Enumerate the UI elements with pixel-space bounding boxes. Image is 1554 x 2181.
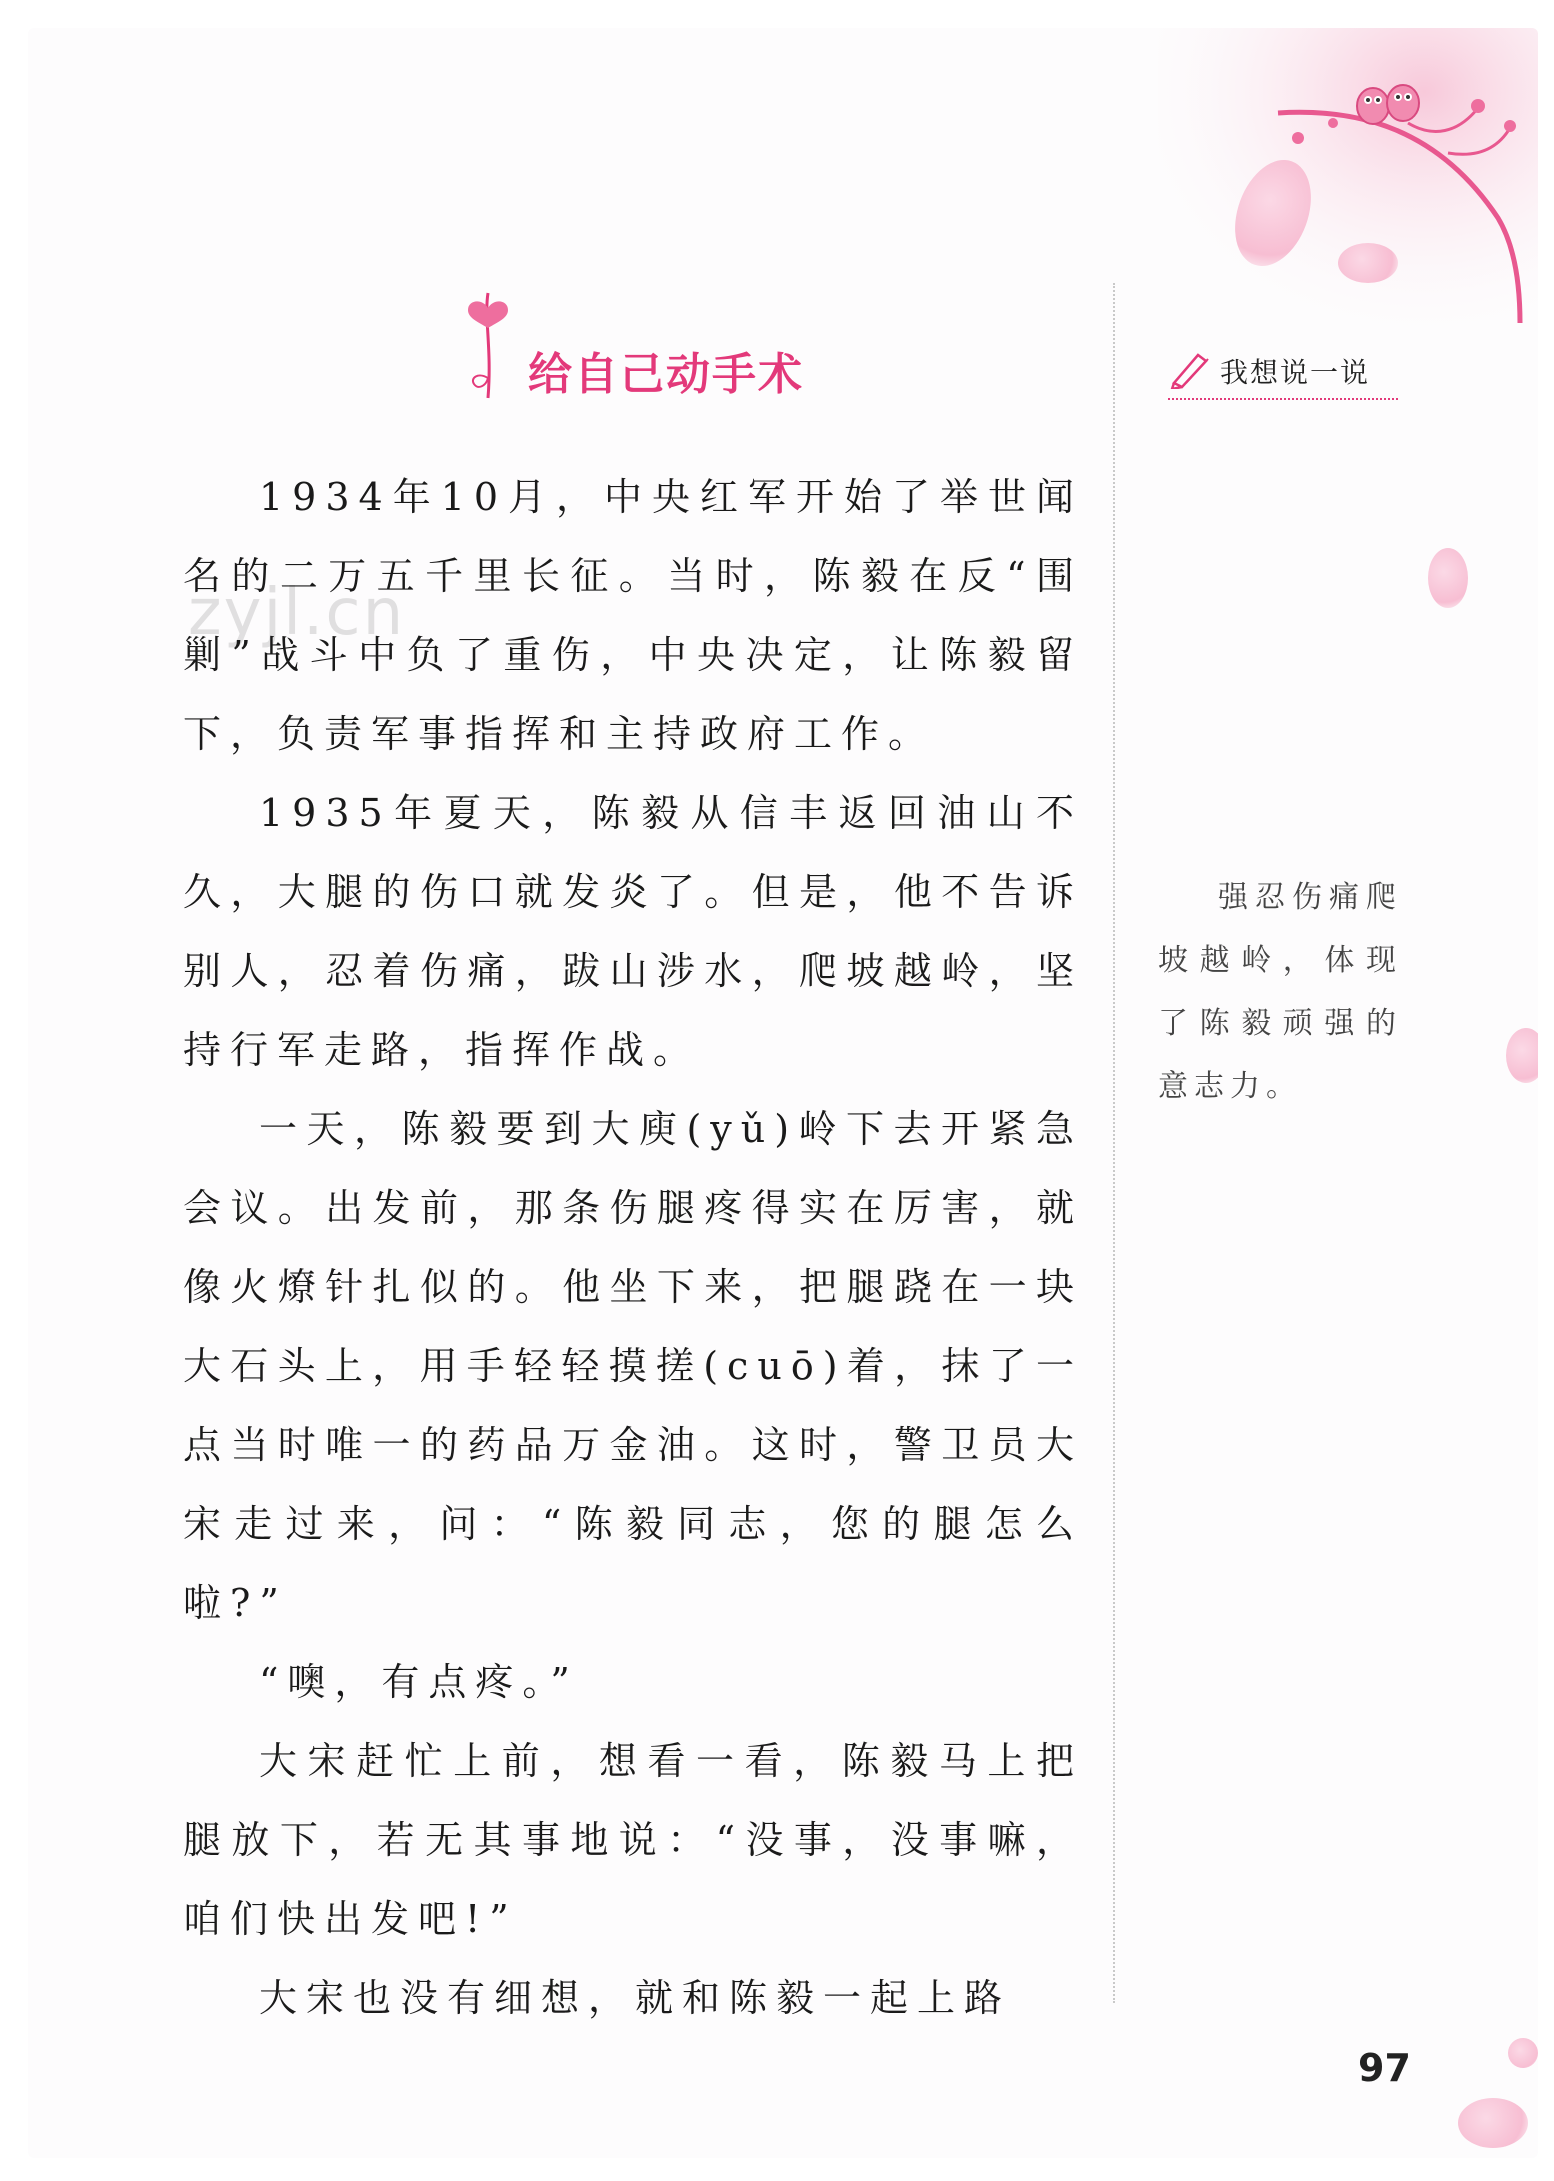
sidebar-header: [1168, 343, 1398, 400]
bird-branch-ornament: [1158, 28, 1538, 348]
heart-title-ornament: [448, 278, 528, 408]
column-divider: [1113, 283, 1115, 2003]
watermark: zyjl.cn: [188, 576, 406, 650]
page-number: 97: [1358, 2046, 1411, 2090]
paragraph: 大宋也没有细想，就和陈毅一起上路: [259, 1976, 1012, 2020]
sidebar-note-text: 强忍伤痛爬坡越岭，体现了陈毅顽强的意志力。: [1158, 880, 1402, 1104]
petal-decoration: [1506, 1028, 1538, 1083]
book-page: [28, 28, 1538, 2158]
petal-decoration: [1458, 2098, 1528, 2148]
paragraph: “噢，有点疼。”: [259, 1660, 579, 1704]
sidebar-title: 我想说一说: [1220, 356, 1371, 389]
paragraph: 大宋赶忙上前，想看一看，陈毅马上把腿放下，若无其事地说：“没事，没事嘛，咱们快出发吧!”: [183, 1739, 1083, 1941]
title-block: [448, 278, 908, 408]
paragraph: 1935年夏天，陈毅从信丰返回油山不久，大腿的伤口就发炎了。但是，他不告诉别人，忍着伤痛，跋山涉水，爬坡越岭，坚持行军走路，指挥作战。: [183, 791, 1083, 1072]
paragraph: 一天，陈毅要到大庾(yǔ)岭下去开紧急会议。出发前，那条伤腿疼得实在厉害，就像火燎针扎似的。他坐下来，把腿跷在一块大石头上，用手轻轻摸搓(cuō)着，抹了一点当时唯一的药品万金油。这时，警卫员大宋走过来，问：“陈毅同志，您的腿怎么啦?”: [183, 1107, 1083, 1625]
petal-decoration: [1428, 548, 1468, 608]
paragraph: 1934年10月，中央红军开始了举世闻名的二万五千里长征。当时，陈毅在反“围剿”战斗中负了重伤，中央决定，让陈毅留下，负责军事指挥和主持政府工作。: [183, 475, 1083, 756]
article-title: 给自己动手术: [528, 349, 804, 400]
sidebar-note: [1158, 866, 1402, 1118]
petal-decoration: [1508, 2038, 1538, 2068]
petal-decoration: [1338, 243, 1398, 283]
article-body: [183, 458, 1083, 2038]
pen-icon: [1168, 349, 1214, 389]
